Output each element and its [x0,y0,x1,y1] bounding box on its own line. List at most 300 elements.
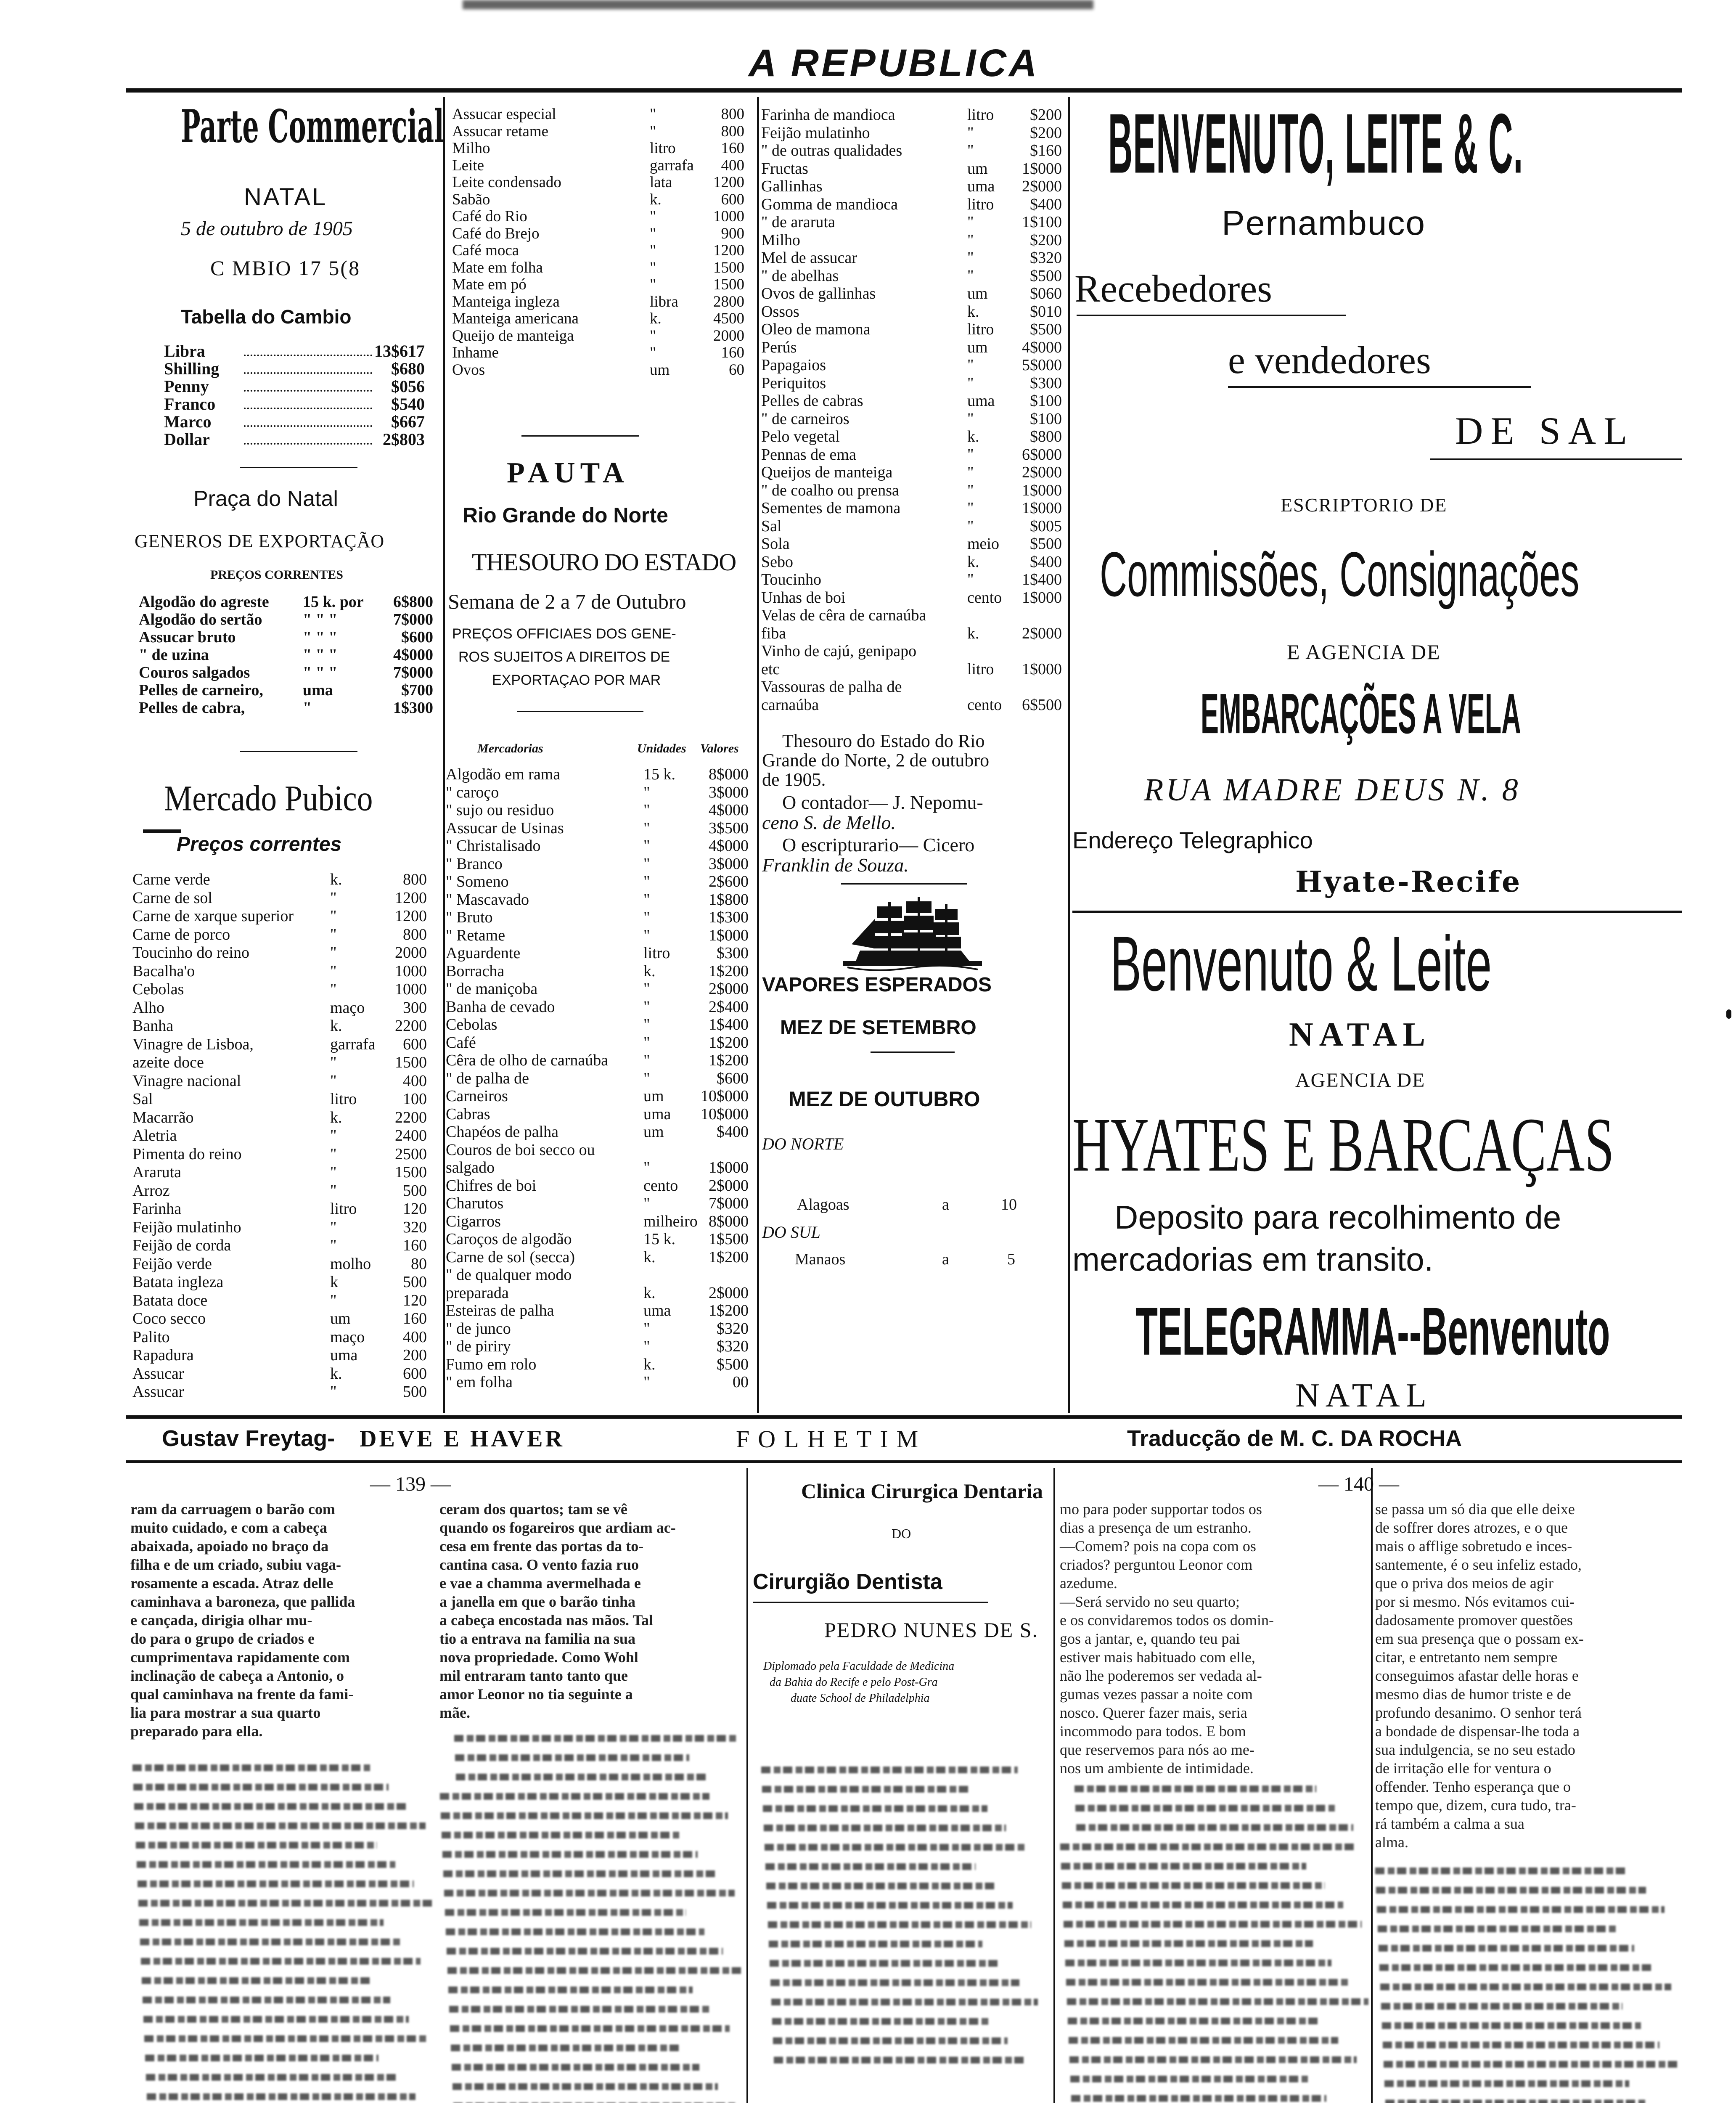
item-name: Algodão em rama [446,765,561,783]
item-unit: " [967,410,974,428]
item-unit: maço [330,1328,365,1346]
item-name: Cêra de olho de carnaúba [446,1052,609,1069]
item-name: Toucinho [761,571,821,588]
text-line: nosco. Querer fazer mais, seria [1060,1704,1247,1721]
item-unit: k. [643,962,656,980]
item-name: Aguardente [446,944,521,962]
item-unit: uma [967,177,995,195]
item-value: 320 [403,1218,427,1236]
item-name: Assucar especial [452,106,556,123]
item-name: Feijão verde [132,1255,212,1273]
item-value: 1500 [395,1163,427,1181]
item-value: 8$000 [709,765,749,783]
item-unit: k. [967,624,979,642]
item-value: 80 [411,1255,427,1273]
item-name: Velas de cêra de carnaúba [761,607,926,624]
item-name: Rapadura [132,1346,194,1364]
price-row [139,699,433,717]
item-name: Sal [132,1090,153,1108]
item-unit: " [650,242,656,259]
text-line: mo para poder supportar todos os [1060,1501,1262,1518]
folhetim-title: FOLHETIM [736,1425,927,1453]
price-row [446,980,753,998]
mez-setembro: MEZ DE SETEMBRO [780,1017,977,1039]
text-line: mãe. [439,1704,470,1721]
price-row [761,356,1066,374]
price-row [452,344,751,362]
price-row [446,784,753,802]
item-unit: " " " [303,611,338,628]
price-row [452,106,751,123]
item-name: preparada [446,1284,509,1302]
text-line: rá também a calma a sua [1375,1815,1524,1832]
item-name: etc [761,660,780,678]
text-line: amor Leonor no tia seguinte a [439,1686,633,1703]
item-name: " de uzina [139,646,209,664]
price-row [139,611,433,628]
item-unit: " [330,1145,337,1163]
item-name: Chapéos de palha [446,1123,559,1141]
rate-value: $056 [391,377,425,396]
item-unit: lata [650,174,672,191]
item-name: Assucar bruto [139,628,236,646]
price-row [446,1195,753,1213]
item-name: Banha [132,1017,174,1035]
item-name: Cabras [446,1105,490,1123]
item-name: Charutos [446,1195,504,1212]
ad-natal-2: NATAL [1295,1377,1432,1414]
item-unit: k. [650,191,662,208]
smudged-line [765,1863,976,1870]
item-value: 1200 [395,907,427,925]
item-unit: " [967,445,974,464]
price-table-2 [761,106,1066,728]
thesouro-line-1: Thesouro do Estado do Rio [782,731,985,751]
price-row [452,191,751,209]
item-name: Sola [761,535,790,553]
item-name: " de qualquer modo [446,1266,572,1284]
price-row [446,1356,753,1374]
item-unit: " [643,873,650,890]
item-unit: " [643,783,650,801]
item-unit: " " " [303,628,338,646]
item-name: Vinagre de Lisboa, [132,1035,254,1053]
item-value: 4$000 [709,801,749,819]
text-line: offender. Tenho esperança que o [1375,1778,1571,1795]
item-name: Papagaios [761,356,826,374]
price-table [452,106,751,400]
item-value: 2000 [395,944,427,961]
ad-agencia: E AGENCIA DE [1287,640,1441,664]
item-value: 2000 [713,327,744,344]
item-value: $320 [1030,249,1062,267]
price-row [452,123,751,140]
item-name: Coco secco [132,1310,206,1327]
item-value: 100 [403,1090,427,1108]
item-name: Algodão do sertão [139,611,262,628]
item-name: Fructas [761,159,808,177]
item-value: 600 [403,1364,427,1383]
item-unit: k. [643,1284,656,1302]
price-row [446,927,753,945]
dot-leader [244,408,372,409]
text-line: do para o grupo de criados e [130,1630,315,1647]
item-value: 160 [403,1237,427,1254]
price-row [446,1302,753,1320]
price-row [761,374,1066,392]
intro-line-2: ROS SUJEITOS A DIREITOS DE [458,649,670,665]
item-name: Mate em folha [452,259,543,276]
ad-agencia-2: AGENCIA DE [1295,1069,1426,1091]
ad-divider [1072,911,1682,913]
item-value: $800 [1030,428,1062,445]
item-value: 4500 [713,310,744,327]
item-unit: " [330,962,337,980]
text-line: a bondade de dispensar-lhe toda a [1375,1723,1580,1740]
text-line: abaixada, apoiado no braço da [130,1538,329,1555]
price-row [446,1105,753,1123]
item-unit: litro [967,660,994,678]
alagoas-day: 10 [1001,1196,1017,1213]
item-name: Vinho de cajú, genipapo [761,642,917,660]
item-name: Sabão [452,191,490,208]
item-name: Cebolas [132,980,184,998]
item-unit: molho [330,1255,371,1273]
text-line: —Será servido no seu quarto; [1060,1593,1240,1610]
clinica-do: DO [892,1526,911,1541]
price-row [452,294,751,311]
item-name: Mel de assucar [761,249,857,267]
divider [240,467,357,468]
item-name: Banha de cevado [446,998,555,1016]
item-name: Feijão mulatinho [761,124,870,142]
smudged-line [763,1805,987,1812]
item-unit: " [967,213,974,231]
item-value: 2$000 [709,1284,749,1302]
folhetim-rule-bottom [126,1460,1682,1463]
item-value: 1000 [395,962,427,980]
item-unit: um [643,1087,664,1105]
item-value: 4$000 [393,646,433,664]
market-table [132,871,435,1413]
price-row [761,482,1066,500]
item-value: 400 [403,1072,427,1090]
col-header-mercadorias: Mercadorias [477,742,543,755]
item-unit: um [650,361,670,379]
item-value: 1$200 [709,1248,749,1266]
price-row [132,1383,435,1401]
ad-telegramma: TELEGRAMMA--Benvenuto [1135,1293,1610,1369]
column-divider [1371,1468,1373,2103]
item-unit: litro [967,320,994,338]
underline [753,1602,988,1603]
item-name: Macarrão [132,1108,194,1126]
price-row [761,535,1066,553]
price-row [446,1016,753,1034]
price-row [132,980,435,999]
item-unit: " [643,1159,650,1176]
price-row [132,1200,435,1218]
item-value: $500 [1030,267,1062,285]
item-unit: " [330,1181,337,1200]
item-value: 500 [403,1383,427,1401]
price-row [446,1320,753,1338]
item-value: 1$200 [709,1052,749,1069]
text-line: ceram dos quartos; tam se vê [439,1501,627,1518]
item-name: Assucar de Usinas [446,819,564,837]
ad-natal: NATAL [1289,1016,1432,1053]
price-row [446,1177,753,1195]
item-name: Leite condensado [452,174,561,191]
price-row [446,819,753,837]
item-unit: uma [967,392,995,410]
price-row [132,999,435,1017]
price-row [132,1072,435,1091]
smudged-line [769,1941,982,1947]
item-name: Mate em pó [452,276,527,293]
item-name: Sementes de mamona [761,499,901,517]
text-line: santemente, é o seu infeliz estado, [1375,1556,1582,1573]
item-value: 900 [721,225,744,242]
generos-heading: GENEROS DE EXPORTAÇÃO [135,531,385,551]
text-line: profundo desanimo. O senhor terá [1375,1704,1582,1721]
text-line: não lhe poderemos ser vedada al- [1060,1667,1262,1684]
price-row [132,907,435,926]
rate-value: 2$803 [383,430,425,449]
item-value: 1$000 [1022,660,1062,678]
item-unit: " [967,124,974,142]
item-value: 2400 [395,1127,427,1144]
mez-outubro: MEZ DE OUTUBRO [789,1087,980,1111]
sailing-ship-icon [843,894,982,974]
item-unit: " [330,907,337,925]
praca-heading: Praça do Natal [193,487,338,511]
smudged-line [772,2018,989,2025]
price-row [132,1054,435,1072]
section-title: Parte Commercial [181,100,444,154]
item-value: 2$000 [1022,464,1062,481]
semana-line: Semana de 2 a 7 de Outubro [448,590,686,613]
price-row [761,285,1066,303]
folhetim-column-left [130,1502,433,2090]
item-name: Algodão do agreste [139,593,269,611]
text-line: criados? perguntou Leonor com [1060,1556,1253,1573]
price-row [446,1087,753,1105]
item-value: 5$000 [1022,356,1062,374]
price-row [446,944,753,962]
item-unit: " " " [303,664,338,681]
price-row [132,1163,435,1182]
item-value: $500 [1030,320,1062,338]
divider [521,435,639,437]
price-row [452,260,751,277]
item-name: Café do Brejo [452,225,540,242]
item-unit: um [330,1310,351,1327]
item-name: Cebolas [446,1016,498,1033]
price-row [761,642,1066,660]
item-value: 160 [403,1310,427,1327]
item-unit: " [650,225,656,242]
pauta-table [446,765,753,1409]
item-value: $200 [1030,231,1062,249]
item-value: 3$000 [709,855,749,873]
thesouro-line-2: Grande do Norte, 2 de outubro [762,750,990,771]
price-row [446,1213,753,1231]
item-unit: " [967,481,974,499]
item-value: $010 [1030,302,1062,320]
item-value: 1000 [395,980,427,998]
text-line: qual caminhava na frente da fami- [130,1686,354,1703]
item-name: Fumo em rolo [446,1355,537,1373]
item-name: " de abelhas [761,267,839,285]
text-line: estiver mais habituado com elle, [1060,1649,1255,1666]
text-line: a janella em que o barão tinha [439,1593,636,1610]
item-unit: uma [643,1105,671,1123]
item-value: 800 [721,122,744,140]
item-value: 1$000 [1022,588,1062,607]
price-row [139,593,433,611]
item-name: " de coalho ou prensa [761,481,899,499]
item-value: 500 [403,1181,427,1200]
do-norte-label: DO NORTE [762,1134,844,1153]
item-unit: " [967,517,974,535]
text-line: que o priva dos meios de agir [1375,1575,1553,1592]
smudged-line [770,1979,1019,1986]
price-row [446,998,753,1016]
price-row [452,328,751,345]
item-name: Carneiros [446,1087,508,1105]
price-row [132,962,435,981]
price-row [132,1292,435,1310]
item-value: 8$000 [709,1212,749,1230]
item-value: $300 [717,944,749,962]
smudged-line [764,1825,1006,1831]
city-heading: NATAL [244,183,328,211]
item-name: " sujo ou residuo [446,801,554,819]
item-name: Carne de sol (secca) [446,1248,575,1266]
text-line: por si mesmo. Nós evitamos cui- [1375,1593,1575,1610]
item-name: Vinagre nacional [132,1072,241,1090]
item-unit: " [643,855,650,873]
price-row [452,157,751,175]
price-row [761,553,1066,571]
item-name: Oleo de mamona [761,320,871,338]
divider [517,711,643,712]
item-name: Gallinhas [761,177,823,195]
item-unit: uma [303,681,333,699]
dot-leader [244,355,372,356]
currency-name: Marco [164,412,212,431]
item-name: Inhame [452,344,499,361]
col-header-valores: Valores [700,742,739,755]
item-name: " em folha [446,1373,513,1391]
text-line: se passa um só dia que elle deixe [1375,1501,1575,1518]
currency-name: Penny [164,377,209,396]
column-divider [757,97,759,1413]
smudged-line [765,1844,1024,1851]
price-row [139,646,433,664]
price-row [761,160,1066,178]
price-row [132,1145,435,1164]
item-name: Café moca [452,242,519,259]
item-name: Milho [761,231,800,249]
item-unit: " [330,1127,337,1144]
clinica-diploma-1: Diplomado pela Faculdade de Medicina [763,1660,955,1673]
item-unit: libra [650,293,678,310]
price-row [446,801,753,819]
item-value: 1$300 [393,699,433,717]
vapores-heading: VAPORES ESPERADOS [762,974,992,996]
currency-name: Franco [164,395,216,413]
divider [871,1052,955,1053]
cambio-line: C MBIO 17 5(8 [210,256,361,280]
dot-leader [244,425,372,427]
page-number-left: — 139 — [370,1473,451,1495]
price-row [761,142,1066,160]
item-name: Café do Rio [452,208,527,225]
price-row [139,681,433,699]
item-unit: cento [967,588,1002,607]
smudged-line [762,1786,969,1793]
price-row [761,428,1066,446]
item-value: 7$000 [393,664,433,681]
price-row [761,446,1066,464]
price-row [452,140,751,157]
item-unit: " [643,926,650,944]
price-row [761,660,1066,678]
item-name: Arroz [132,1181,170,1200]
col-header-unidades: Unidades [637,742,686,755]
exchange-table [164,343,425,452]
item-name: " Retame [446,926,505,944]
item-name: Palito [132,1328,170,1346]
price-row [132,1218,435,1237]
escripturario-line-1: O escripturario— Cicero [782,834,975,856]
item-name: Ovos [452,361,485,379]
price-row [446,1123,753,1141]
item-unit: litro [967,195,994,213]
item-unit: " [967,231,974,249]
price-row [446,1338,753,1356]
item-value: 1500 [395,1054,427,1071]
item-name: Cigarros [446,1212,501,1230]
item-value: 2$000 [709,980,749,998]
item-unit: garrafa [650,156,694,174]
folhetim-column-middle [439,1502,742,2090]
item-value: 2200 [395,1017,427,1035]
text-line: caminhava a baroneza, que pallida [130,1593,355,1610]
item-unit: 15 k. por [303,593,364,611]
item-unit: " [643,819,650,837]
item-unit: " [650,259,656,276]
item-unit: " [643,801,650,819]
price-row [132,1017,435,1036]
item-name: Chifres de boi [446,1176,537,1195]
text-line: nos um ambiente de intimidade. [1060,1760,1254,1777]
item-value: 7$000 [393,611,433,628]
item-value: $060 [1030,285,1062,302]
currency-name: Shilling [164,359,220,378]
mercado-heading: Mercado Pubico [164,778,373,818]
underline [143,829,181,833]
text-line: e cançada, dirigia olhar mu- [130,1612,312,1629]
item-name: Pimenta do reino [132,1145,242,1163]
intro-line-1: PREÇOS OFFICIAES DOS GENE- [452,626,676,642]
rate-value: $540 [391,395,425,413]
item-name: Feijão mulatinho [132,1218,241,1236]
folhetim-author: Gustav Freytag- [162,1426,335,1451]
item-name: Esteiras de palha [446,1302,554,1319]
